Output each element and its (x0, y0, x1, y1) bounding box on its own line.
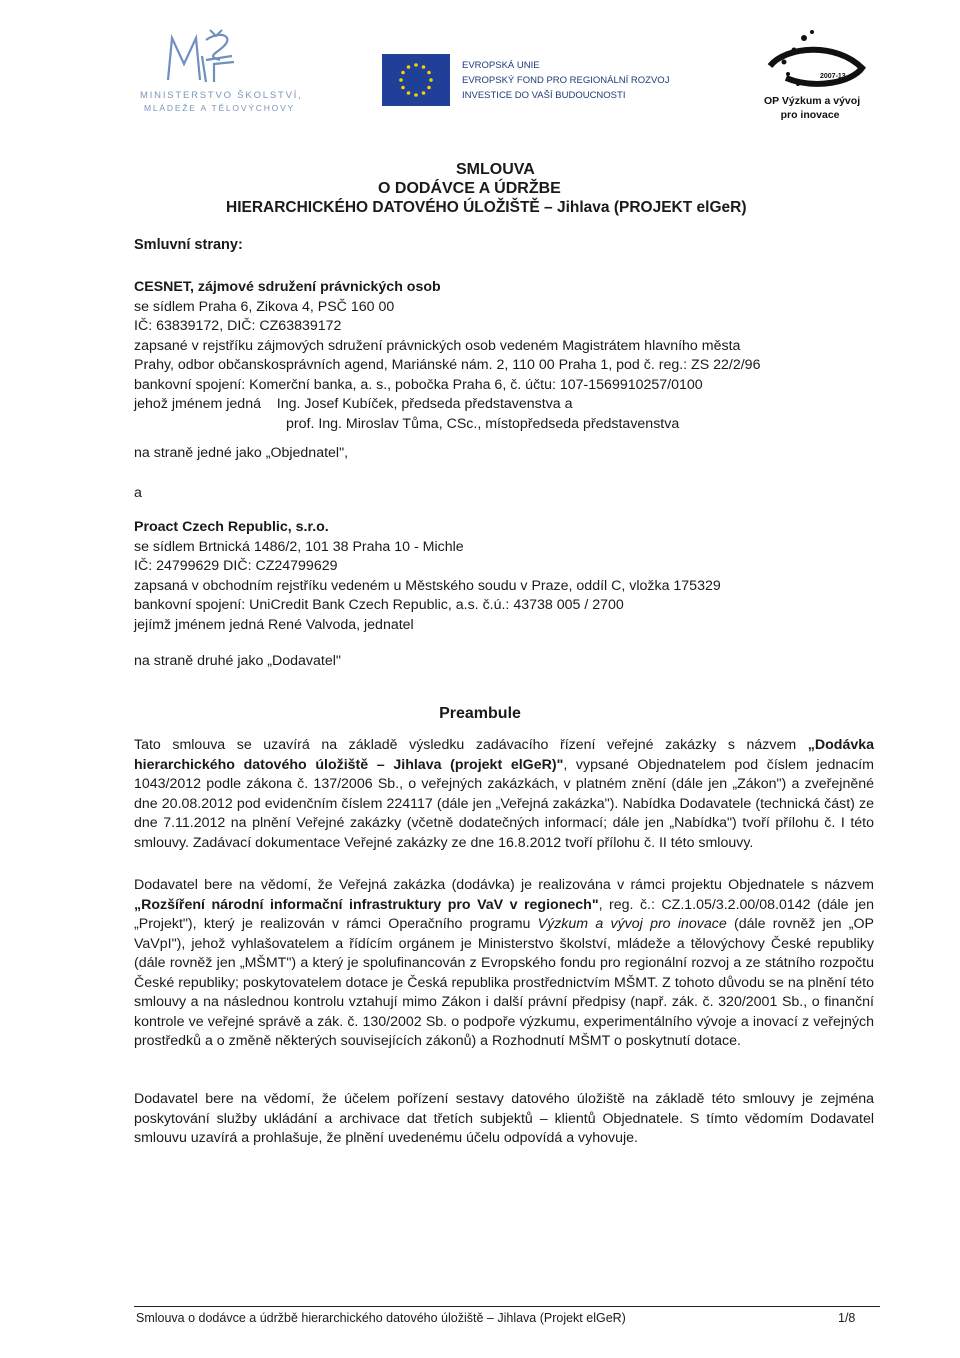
op-title (764, 94, 860, 122)
eu-flag-icon (382, 54, 450, 106)
preamble-paragraph-3: Dodavatel bere na vědomí, že účelem pořízení sestavy datového úložiště na základě této smlouvy je zejména poskytování služby ukládání a archivace dat třetích subjektů – klientů Objednatele. S tímto vědomím Dodavatel smlouvu uzavírá a prohlašuje, že plnění uvedenému účelu odpovídá a vyhovuje. (134, 1091, 874, 1146)
party-1-representative (134, 395, 874, 415)
footer-divider (134, 1306, 880, 1307)
party-2-line: zapsaná v obchodním rejstříku vedeném u Městského soudu v Praze, oddíl C, vložka 175329 (134, 577, 721, 594)
title-line-2: O DODÁVCE A ÚDRŽBE (378, 180, 561, 197)
party-2-line: bankovní spojení: UniCredit Bank Czech Republic, a.s. č.ú.: 43738 005 / 2700 (134, 597, 624, 613)
page-number: 1/8 (838, 1311, 856, 1325)
p1-text-c: , vypsané Objednatelem pod číslem jednacím 1043/2012 podle zákona č. 137/2006 Sb., o veřejných zakázkách, v platném znění (dále jen „Zákon") a zveřejněné dne 20.08.2012 pod evidenčním číslem 224117 (dále jen „Veřejná zakázka"). Nabídka Dodavatele (technická část) ze dne 7.11.2012 na plnění Veřejné zakázky (včetně dodatečných informací; dále jen „Nabídka") tvoří přílohu č. I této smlouvy. Zadávací dokumentace Veřejné zakázky ze dne 16.8.2012 tvoří přílohu č. II této smlouvy. (134, 756, 874, 851)
preamble-paragraph-2 (134, 876, 874, 1052)
eu-text (462, 58, 669, 103)
party-1 (134, 278, 874, 434)
title-line-3: HIERARCHICKÉHO DATOVÉHO ÚLOŽIŠTĚ – Jihlava (PROJEKT elGeR) (226, 199, 747, 216)
op-title-line-2: pro inovace (780, 109, 840, 121)
party-1-line: Prahy, odbor občanskosprávních agend, Mariánské nám. 2, 110 00 Praha 1, pod č. reg.: ZS 22/2/96 (134, 357, 761, 373)
party-1-line: se sídlem Praha 6, Zikova 4, PSČ 160 00 (134, 298, 395, 315)
party-2-name: Proact Czech Republic, s.r.o. (134, 519, 329, 535)
p2-program-name: Výzkum a vývoj pro inovace (537, 916, 727, 932)
party-2-role: na straně druhé jako „Dodavatel" (134, 653, 341, 669)
op-title-line-1: OP Výzkum a vývoj (764, 95, 861, 107)
footer-text: Smlouva o dodávce a údržbě hierarchického datového úložiště – Jihlava (Projekt elGeR) (136, 1311, 626, 1325)
p2-project-name: „Rozšíření národní informační infrastruktury pro VaV v regionech" (134, 896, 599, 913)
op-vavpi-logo (756, 28, 876, 128)
msmt-line-2: MLÁDEŽE A TĚLOVÝCHOVY (144, 103, 296, 113)
eu-line-3: INVESTICE DO VAŠÍ BUDOUCNOSTI (462, 90, 626, 101)
party-2 (134, 518, 874, 635)
party-2-line: jejímž jménem jedná René Valvoda, jednatel (134, 616, 414, 633)
eu-line-1: EVROPSKÁ UNIE (462, 60, 540, 71)
party-1-line: IČ: 63839172, DIČ: CZ63839172 (134, 318, 342, 334)
party-2-line: IČ: 24799629 DIČ: CZ24799629 (134, 558, 338, 574)
preamble-paragraph-1 (134, 736, 874, 853)
party-1-name: CESNET, zájmové sdružení právnických osob (134, 279, 441, 295)
op-years: 2007-13 (820, 73, 846, 80)
header (0, 16, 960, 121)
op-swoosh-icon (756, 28, 876, 98)
eu-line-2: EVROPSKÝ FOND PRO REGIONÁLNÍ ROZVOJ (462, 75, 670, 86)
parties-connector: a (134, 485, 142, 501)
party-2-line: se sídlem Brtnická 1486/2, 101 38 Praha 10 - Michle (134, 538, 464, 555)
msmt-logo (140, 26, 303, 116)
party-1-rep-2: prof. Ing. Miroslav Tůma, CSc., místopředseda představenstva (286, 415, 680, 432)
p2-text-c: , reg. č.: CZ.1.05/3.2.00/08.0142 (dále jen „Projekt"), který je realizován v rámci Operačního programu (134, 896, 874, 932)
parties-heading: Smluvní strany: (134, 237, 243, 253)
party-1-line: zapsané v rejstříku zájmových sdružení právnických osob vedeném Magistrátem hlavního města (134, 337, 741, 354)
party-1-role: na straně jedné jako „Objednatel", (134, 445, 349, 461)
p1-text-a: Tato smlouva se uzavírá na základě výsledku zadávacího řízení veřejné zakázky s názvem (134, 737, 808, 753)
eu-logo (382, 54, 702, 118)
p2-text-e: (dále rovněž jen „OP VaVpI"), jehož vyhlašovatelem a řídícím orgánem je Ministerstvo školství, mládeže a tělovýchovy České republiky (dále rovněž jen „MŠMT") a který je spolufinancován z Evropského fondu pro regionální rozvoj a ze státního rozpočtu České republiky; poskytovatelem dotace je Česká republika prostřednictvím MŠMT. Z tohoto důvodu se na plnění této smlouvy a na následnou kontrolu vztahují mimo Zákon i další právní předpisy (např. zák. č. 320/2001 Sb., o finanční kontrole ve veřejné správě a zák. č. 130/2002 Sb. o podpoře výzkumu, experimentálního vývoje a inovací z veřejných prostředků a o změně některých souvisejících zákonů) a Rozhodnutí MŠMT o poskytnutí dotace. (134, 916, 875, 1049)
party-1-line: bankovní spojení: Komerční banka, a. s., pobočka Praha 6, č. účtu: 107-1569910257/0100 (134, 376, 703, 393)
p2-text-a: Dodavatel bere na vědomí, že Veřejná zakázka (dodávka) je realizována v rámci projektu Objednatele s názvem (134, 877, 874, 893)
msmt-line-1: MINISTERSTVO ŠKOLSTVÍ, (140, 90, 303, 101)
msmt-mark-icon (162, 26, 242, 86)
party-1-rep-1: Ing. Josef Kubíček, předseda představenstva a (276, 396, 573, 412)
preamble-heading: Preambule (439, 705, 521, 722)
title-line-1: SMLOUVA (456, 161, 535, 178)
party-1-rep-prefix: jehož jménem jedná (134, 396, 261, 412)
p1-contract-name: „Dodávka hierarchického datového úložiště – Jihlava (projekt elGeR)" (134, 737, 874, 773)
